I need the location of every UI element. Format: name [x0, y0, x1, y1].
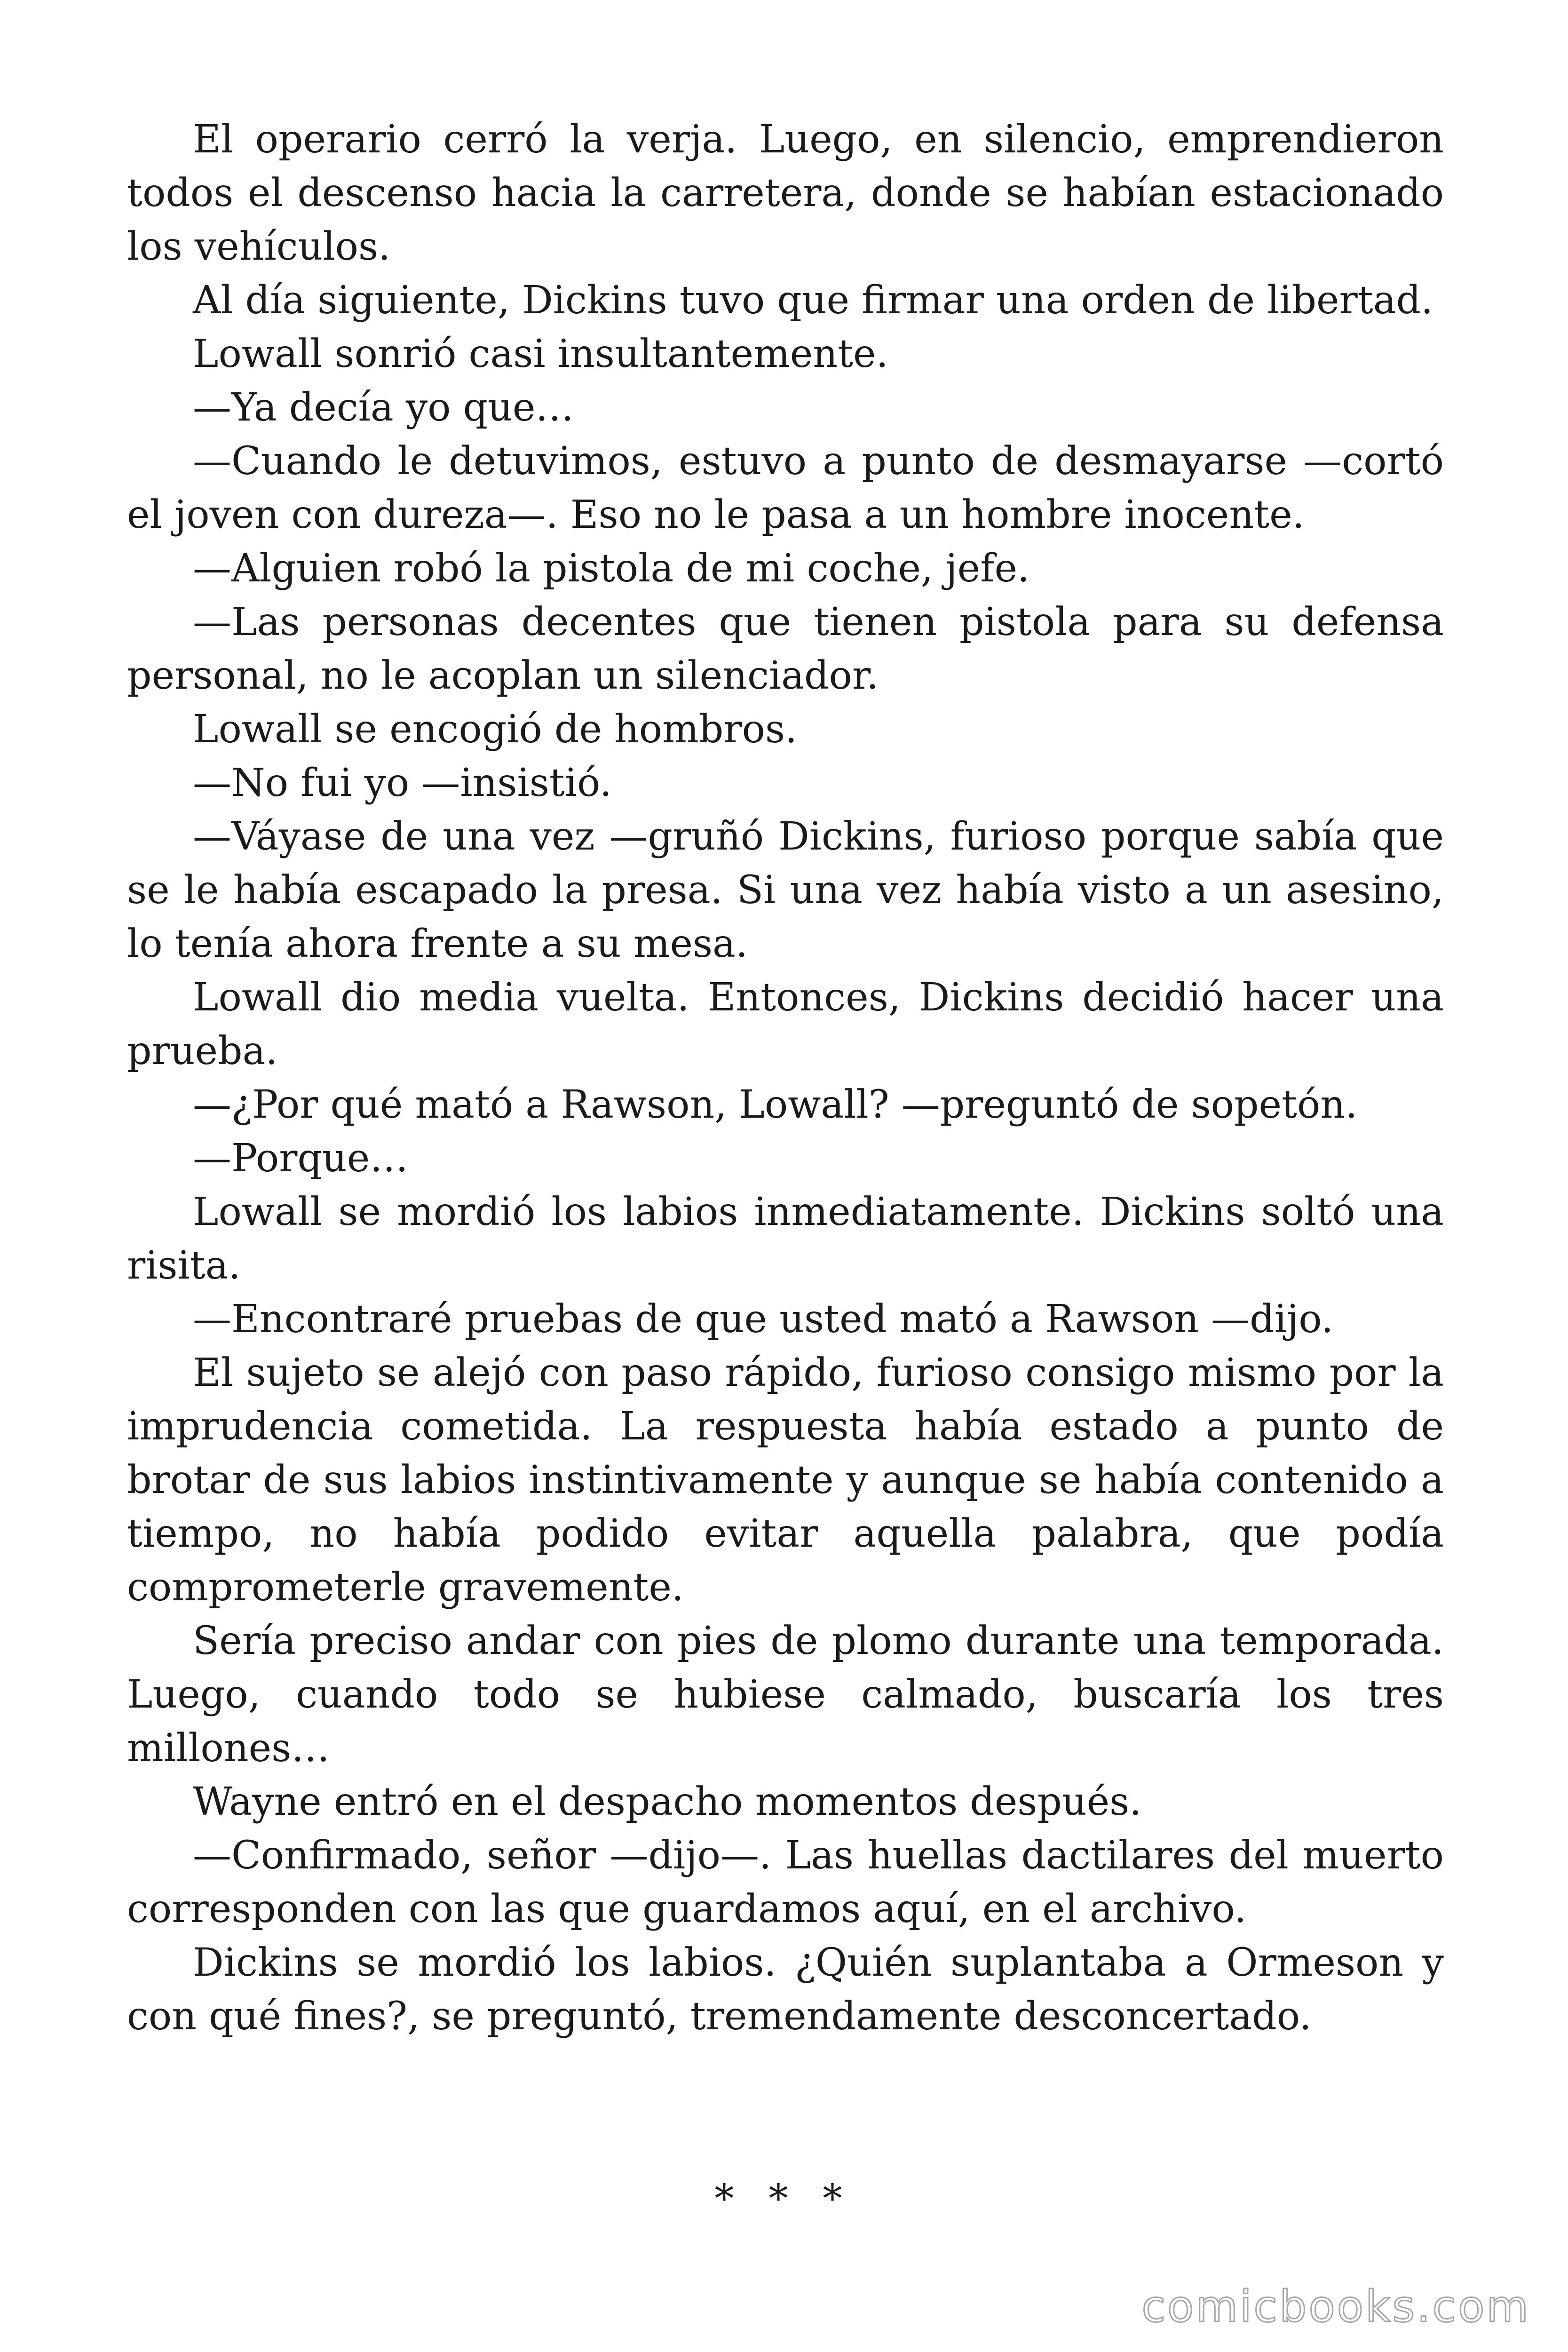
paragraph: El operario cerró la verja. Luego, en silencio, emprendieron todos el descenso hacia la carretera, donde se habían estacionado los vehículos.	[127, 117, 1444, 269]
paragraph: —Porque…	[193, 1136, 409, 1181]
section-separator: * * *	[714, 2177, 854, 2221]
paragraph: —No fui yo —insistió.	[193, 761, 612, 805]
paragraph: Lowall se encogió de hombros.	[193, 707, 798, 752]
paragraph: El sujeto se alejó con paso rápido, furioso consigo mismo por la imprudencia cometida. La respuesta había estado a punto de brotar de sus labios instintivamente y aunque se había contenido a tiempo, no había podido evitar aquella palabra, que podía comprometerle gravemente.	[127, 1351, 1444, 1610]
paragraph: —Las personas decentes que tienen pistola para su defensa personal, no le acoplan un silenciador.	[127, 600, 1444, 698]
paragraph: Dickins se mordió los labios. ¿Quién suplantaba a Ormeson y con qué fines?, se preguntó, tremendamente desconcertado.	[127, 1940, 1444, 2039]
paragraph: —Confirmado, señor —dijo—. Las huellas dactilares del muerto corresponden con las que guardamos aquí, en el archivo.	[127, 1833, 1444, 1931]
paragraph: Sería preciso andar con pies de plomo durante una temporada. Luego, cuando todo se hubiese calmado, buscaría los tres millones…	[127, 1619, 1444, 1771]
paragraph: Lowall sonrió casi insultantemente.	[193, 332, 888, 376]
paragraph: —Encontraré pruebas de que usted mató a Rawson —dijo.	[193, 1297, 1334, 1342]
paragraph: Lowall dio media vuelta. Entonces, Dickins decidió hacer una prueba.	[127, 975, 1444, 1073]
paragraph: Lowall se mordió los labios inmediatamente. Dickins soltó una risita.	[127, 1190, 1444, 1288]
paragraph: —Váyase de una vez —gruñó Dickins, furioso porque sabía que se le había escapado la presa. Si una vez había visto a un asesino, lo tenía ahora frente a su mesa.	[127, 814, 1444, 966]
paragraph: Wayne entró en el despacho momentos después.	[193, 1780, 1142, 1824]
paragraph: —Alguien robó la pistola de mi coche, jefe.	[193, 546, 1030, 591]
paragraph: —Ya decía yo que…	[193, 385, 574, 430]
watermark: comicbooks.com	[1141, 2281, 1530, 2332]
paragraph: —¿Por qué mató a Rawson, Lowall? —preguntó de sopetón.	[193, 1082, 1358, 1127]
paragraph: Al día siguiente, Dickins tuvo que firmar una orden de libertad.	[193, 278, 1433, 323]
paragraph: —Cuando le detuvimos, estuvo a punto de desmayarse —cortó el joven con dureza—. Eso no le pasa a un hombre inocente.	[127, 439, 1444, 537]
body-text	[127, 113, 1444, 2043]
